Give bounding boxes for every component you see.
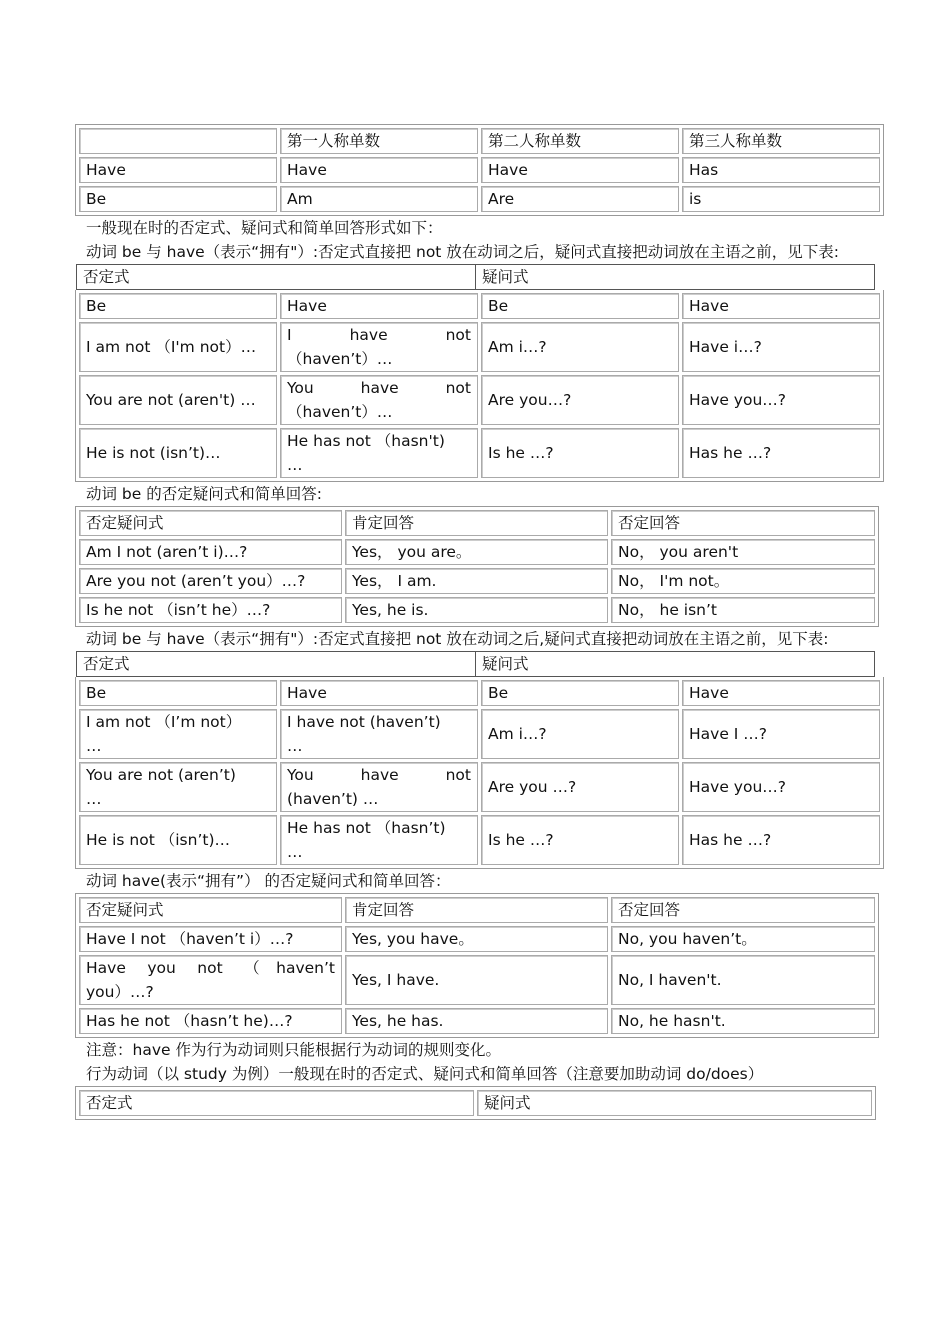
table-cell: Have	[682, 293, 880, 319]
cell-line: He has not （hasn’t)	[287, 819, 446, 837]
table-row	[79, 186, 880, 212]
table-cell	[79, 762, 277, 812]
cell-line: You are not (aren’t)	[86, 766, 236, 784]
table-cell: Have I not （haven’t i）…?	[79, 926, 342, 952]
document-page	[75, 124, 875, 1120]
table-cell: Am	[280, 186, 478, 212]
table-cell: Has he …?	[682, 428, 880, 478]
table-cell: He is not （isn’t)…	[79, 815, 277, 865]
be-have-table-2	[75, 677, 884, 869]
table-cell	[79, 128, 277, 154]
table-cell: Have you…?	[682, 762, 880, 812]
cell-line: (haven’t) …	[287, 790, 379, 808]
table-cell: Yes, you have。	[345, 926, 608, 952]
table-cell: 否定式	[77, 265, 476, 290]
table-header-row	[79, 897, 875, 923]
conjugation-table	[75, 124, 884, 216]
table-cell	[280, 709, 478, 759]
table-cell: Have I …?	[682, 709, 880, 759]
table-cell: Have	[79, 157, 277, 183]
table-cell: 疑问式	[476, 652, 875, 677]
cell-line: I am not （I’m not）	[86, 713, 242, 731]
table-cell: Yes, he is.	[345, 597, 608, 623]
paragraph: 一般现在时的否定式、疑问式和简单回答形式如下：	[86, 219, 443, 237]
table-cell: Has he …?	[682, 815, 880, 865]
table-cell: Yes, I have.	[345, 955, 608, 1005]
cell-line: You have not	[287, 379, 471, 397]
table-cell: 否定式	[79, 1090, 474, 1116]
cell-line: …	[86, 737, 102, 755]
table-cell: Be	[481, 293, 679, 319]
table-cell: He is not (isn’t)…	[79, 428, 277, 478]
paragraph: 行为动词（以 study 为例）一般现在时的否定式、疑问式和简单回答（注意要加助动词 do/does）	[86, 1065, 764, 1083]
table-cell	[280, 322, 478, 372]
table-cell: I am not （I'm not）…	[79, 322, 277, 372]
table-header-row	[77, 265, 875, 290]
table-cell	[280, 428, 478, 478]
table-row	[79, 709, 880, 759]
table-cell: 否定回答	[611, 897, 875, 923]
table-row	[79, 428, 880, 478]
table-cell: Are	[481, 186, 679, 212]
cell-line: I have not (haven’t)	[287, 713, 441, 731]
table-cell: Is he …?	[481, 815, 679, 865]
table-cell: 否定回答	[611, 510, 875, 536]
table-cell: 否定疑问式	[79, 897, 342, 923]
be-negative-question-table	[75, 506, 879, 627]
table-cell: No， you aren't	[611, 539, 875, 565]
table-cell: Yes, he has.	[345, 1008, 608, 1034]
table-subheader-row	[79, 680, 880, 706]
table-row	[79, 539, 875, 565]
table-cell: Am i…?	[481, 322, 679, 372]
table-cell: Are you not (aren’t you）…?	[79, 568, 342, 594]
cell-line: He has not （hasn't)	[287, 432, 445, 450]
table-header-row	[77, 652, 875, 677]
table-cell: Yes， I am.	[345, 568, 608, 594]
table-cell: 肯定回答	[345, 897, 608, 923]
table-header-row	[79, 510, 875, 536]
table-cell: Are you…?	[481, 375, 679, 425]
table-cell	[280, 762, 478, 812]
table-cell: 第二人称单数	[481, 128, 679, 154]
table-row	[79, 322, 880, 372]
paragraph: 注意：have 作为行为动词则只能根据行为动词的规则变化。	[86, 1041, 501, 1059]
group-header-table	[76, 651, 875, 677]
cell-line: …	[287, 737, 303, 755]
table-cell: Is he not （isn’t he）…?	[79, 597, 342, 623]
table-cell: 肯定回答	[345, 510, 608, 536]
table-row	[79, 815, 880, 865]
table-cell	[280, 815, 478, 865]
table-cell: is	[682, 186, 880, 212]
table-cell: Be	[79, 293, 277, 319]
cell-line: …	[287, 456, 303, 474]
table-subheader-row	[79, 293, 880, 319]
table-header-row	[79, 1090, 872, 1116]
paragraph: 动词 be 与 have（表示“拥有"）:否定式直接把 not 放在动词之后,疑问式直接把动词放在主语之前，见下表:	[86, 630, 829, 648]
be-have-table	[75, 290, 884, 482]
study-table	[75, 1086, 876, 1120]
table-cell: 第一人称单数	[280, 128, 478, 154]
cell-line: …	[287, 843, 303, 861]
table-cell: Have	[280, 680, 478, 706]
table-cell: Be	[79, 186, 277, 212]
cell-line: I have not	[287, 326, 471, 344]
table-cell: Be	[79, 680, 277, 706]
table-cell: 否定疑问式	[79, 510, 342, 536]
table-cell	[79, 955, 342, 1005]
table-cell: Is he …?	[481, 428, 679, 478]
table-cell: No， I'm not。	[611, 568, 875, 594]
table-cell: You are not (aren't) …	[79, 375, 277, 425]
table-cell: Am I not (aren’t i)…?	[79, 539, 342, 565]
group-header-table	[76, 264, 875, 290]
table-cell: Have you…?	[682, 375, 880, 425]
table-cell: Am i…?	[481, 709, 679, 759]
table-cell: 疑问式	[476, 265, 875, 290]
cell-line: （haven’t）…	[287, 350, 393, 368]
table-cell: Have	[280, 157, 478, 183]
cell-line: Have you not （haven’t	[86, 959, 335, 977]
table-cell	[280, 375, 478, 425]
table-cell: Be	[481, 680, 679, 706]
have-negative-question-table	[75, 893, 879, 1038]
table-cell: Have	[280, 293, 478, 319]
table-cell: Has he not （hasn’t he)…?	[79, 1008, 342, 1034]
table-row	[79, 375, 880, 425]
table-cell: Have	[481, 157, 679, 183]
cell-line: you）…?	[86, 983, 154, 1001]
table-cell: Yes， you are。	[345, 539, 608, 565]
table-row	[79, 568, 875, 594]
cell-line: …	[86, 790, 102, 808]
table-row	[79, 926, 875, 952]
table-header-row	[79, 128, 880, 154]
table-row	[79, 762, 880, 812]
paragraph: 动词 be 的否定疑问式和简单回答:	[86, 485, 322, 503]
table-cell: 第三人称单数	[682, 128, 880, 154]
table-cell: Has	[682, 157, 880, 183]
table-row	[79, 597, 875, 623]
paragraph: 动词 have(表示“拥有”） 的否定疑问式和简单回答：	[86, 872, 451, 890]
table-cell	[79, 709, 277, 759]
table-cell: No, I haven't.	[611, 955, 875, 1005]
cell-line: （haven’t）…	[287, 403, 393, 421]
table-cell: No， he isn’t	[611, 597, 875, 623]
table-row	[79, 955, 875, 1005]
table-row	[79, 157, 880, 183]
paragraph: 动词 be 与 have（表示“拥有"）:否定式直接把 not 放在动词之后，疑问式直接把动词放在主语之前，见下表:	[86, 243, 840, 261]
table-cell: No, you haven’t。	[611, 926, 875, 952]
table-row	[79, 1008, 875, 1034]
table-cell: No, he hasn't.	[611, 1008, 875, 1034]
cell-line: You have not	[287, 766, 471, 784]
table-cell: Have i…?	[682, 322, 880, 372]
table-cell: 疑问式	[477, 1090, 872, 1116]
table-cell: Have	[682, 680, 880, 706]
table-cell: Are you …?	[481, 762, 679, 812]
table-cell: 否定式	[77, 652, 476, 677]
